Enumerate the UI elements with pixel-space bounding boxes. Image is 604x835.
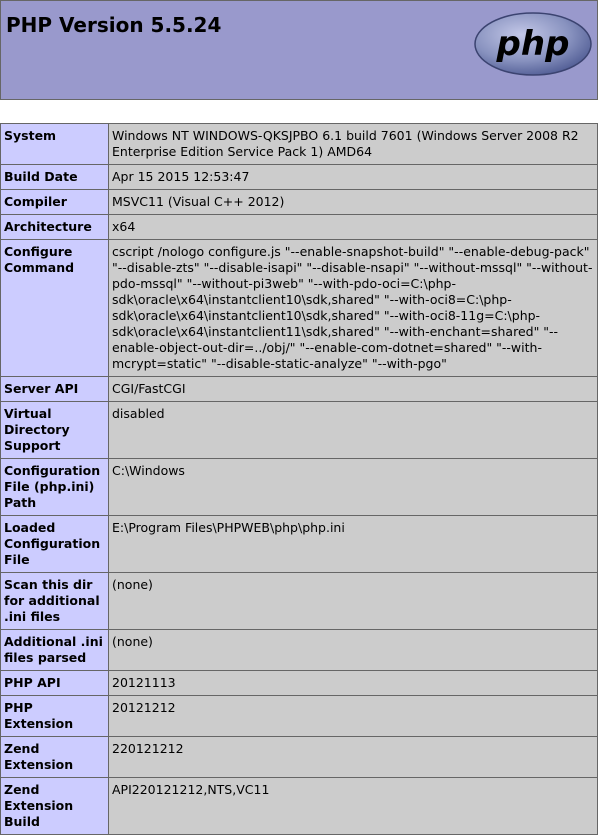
table-row — [1, 190, 598, 215]
table-row — [1, 778, 598, 835]
row-key: Additional .ini files parsed — [1, 630, 109, 671]
row-value: Apr 15 2015 12:53:47 — [109, 165, 598, 190]
row-key: Build Date — [1, 165, 109, 190]
table-row — [1, 215, 598, 240]
logo-text: php — [496, 24, 570, 64]
table-row — [1, 630, 598, 671]
row-value: (none) — [109, 630, 598, 671]
table-row — [1, 573, 598, 630]
row-value: (none) — [109, 573, 598, 630]
table-row — [1, 165, 598, 190]
php-header — [0, 0, 598, 100]
row-value: cscript /nologo configure.js "--enable-snapshot-build" "--enable-debug-pack" "--disable-zts" "--disable-isapi" "--disable-nsapi" "--without-mssql" "--without-pdo-mssql" "--without-pi3web" "--with-pdo-oci=C:\php-sdk\oracle\x64\instantclient10\sdk,shared" "--with-oci8=C:\php-sdk\oracle\x64\instantclient10\sdk,shared" "--with-oci8-11g=C:\php-sdk\oracle\x64\instantclient11\sdk,shared" "--with-enchant=shared" "--enable-object-out-dir=../obj/" "--enable-com-dotnet=shared" "--with-mcrypt=static" "--disable-static-analyze" "--with-pgo" — [109, 240, 598, 377]
table-row — [1, 671, 598, 696]
row-key: Zend Extension — [1, 737, 109, 778]
row-value: MSVC11 (Visual C++ 2012) — [109, 190, 598, 215]
row-key: Scan this dir for additional .ini files — [1, 573, 109, 630]
row-key: System — [1, 124, 109, 165]
table-row — [1, 240, 598, 377]
table-row — [1, 124, 598, 165]
table-row — [1, 737, 598, 778]
row-value: C:\Windows — [109, 459, 598, 516]
table-row — [1, 459, 598, 516]
table-row — [1, 516, 598, 573]
row-key: Loaded Configuration File — [1, 516, 109, 573]
php-logo — [473, 11, 593, 77]
php-info-table — [0, 123, 598, 835]
row-key: Configuration File (php.ini) Path — [1, 459, 109, 516]
row-value: 20121212 — [109, 696, 598, 737]
row-value: disabled — [109, 402, 598, 459]
row-value: x64 — [109, 215, 598, 240]
row-key: PHP Extension — [1, 696, 109, 737]
table-row — [1, 377, 598, 402]
row-key: Configure Command — [1, 240, 109, 377]
row-value: 220121212 — [109, 737, 598, 778]
row-key: Zend Extension Build — [1, 778, 109, 835]
page-title: PHP Version 5.5.24 — [6, 13, 222, 37]
row-value: Windows NT WINDOWS-QKSJPBO 6.1 build 7601 (Windows Server 2008 R2 Enterprise Edition Service Pack 1) AMD64 — [109, 124, 598, 165]
row-value: 20121113 — [109, 671, 598, 696]
row-key: Server API — [1, 377, 109, 402]
row-value: E:\Program Files\PHPWEB\php\php.ini — [109, 516, 598, 573]
row-key: Compiler — [1, 190, 109, 215]
row-key: Architecture — [1, 215, 109, 240]
table-row — [1, 696, 598, 737]
row-key: Virtual Directory Support — [1, 402, 109, 459]
row-key: PHP API — [1, 671, 109, 696]
row-value: CGI/FastCGI — [109, 377, 598, 402]
row-value: API220121212,NTS,VC11 — [109, 778, 598, 835]
table-row — [1, 402, 598, 459]
